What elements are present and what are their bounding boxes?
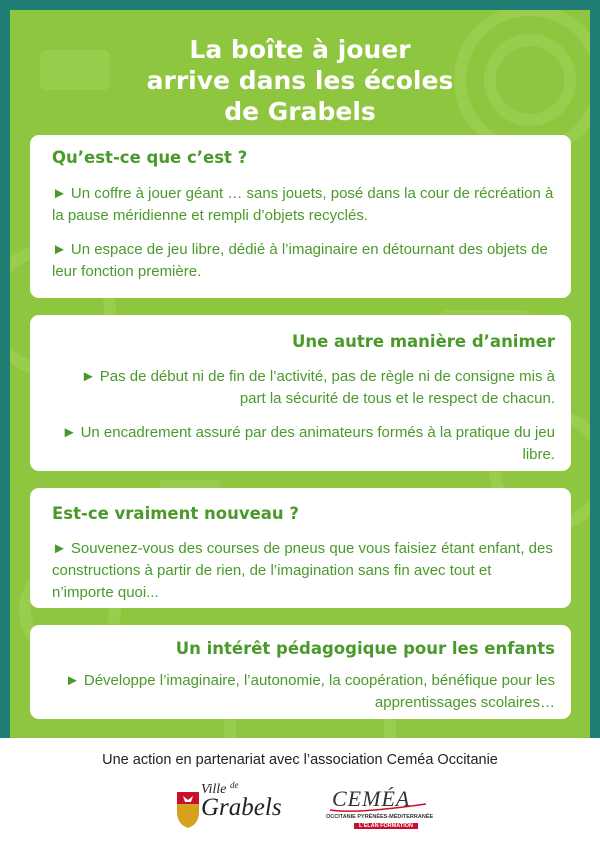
bullet-arrow-icon: ► [52, 540, 67, 557]
paragraph-text: Un espace de jeu libre, dédié à l’imaginaire en détournant des objets de leur fonction première. [52, 241, 548, 280]
section-paragraph [52, 538, 555, 604]
grabels-ville-text: Ville [201, 782, 227, 797]
partner-text: Une action en partenariat avec l’association Ceméa Occitanie [102, 752, 498, 768]
title-line: arrive dans les écoles [146, 66, 454, 95]
section-heading: Un intérêt pédagogique pour les enfants [175, 639, 555, 658]
paragraph-text: Développe l’imaginaire, l’autonomie, la coopération, bénéfique pour les apprentissages scolaires… [83, 672, 555, 711]
section-paragraph [52, 670, 555, 714]
bullet-arrow-icon: ► [80, 368, 96, 385]
paragraph-text: Souvenez-vous des courses de pneus que vous faisiez étant enfant, des constructions à partir de rien, de l’imagination sans fin avec tout et n’importe quoi... [52, 540, 553, 601]
section-paragraph [52, 366, 555, 410]
footer [0, 738, 600, 851]
poster [10, 10, 590, 738]
bullet-arrow-icon: ► [52, 185, 67, 202]
cemea-subtitle-text: OCCITANIE PYRÉNÉES-MÉDITERRANÉE [326, 814, 434, 820]
cemea-tagline-text: L’ÉLAN FORMATION [354, 823, 418, 829]
page-title [10, 34, 590, 127]
title-line: de Grabels [224, 97, 376, 126]
section-card-is-it-new [30, 488, 571, 608]
section-paragraph [52, 239, 555, 283]
title-line: La boîte à jouer [189, 35, 411, 64]
grabels-logo [175, 780, 300, 838]
paragraph-text: Un encadrement assuré par des animateurs formés à la pratique du jeu libre. [80, 424, 555, 463]
section-heading: Une autre manière d’animer [291, 332, 555, 351]
bullet-arrow-icon: ► [52, 241, 67, 258]
section-heading: Qu’est-ce que c’est ? [52, 148, 248, 167]
section-card-another-way [30, 315, 571, 471]
section-paragraph [52, 422, 555, 466]
section-card-educational-interest [30, 625, 571, 719]
grabels-crest-icon [175, 790, 201, 830]
section-card-what-is-it [30, 135, 571, 298]
bullet-arrow-icon: ► [65, 672, 80, 689]
cemea-logo [326, 784, 434, 834]
grabels-de-text: de [230, 780, 239, 790]
grabels-name-text: Grabels [201, 794, 282, 821]
section-heading: Est-ce vraiment nouveau ? [52, 504, 299, 523]
bullet-arrow-icon: ► [61, 424, 77, 441]
cemea-name-text: CEMÉA [332, 786, 411, 811]
section-paragraph [52, 183, 555, 227]
paragraph-text: Pas de début ni de fin de l’activité, pas de règle ni de consigne mis à part la sécurité de tous et le respect de chacun. [99, 368, 555, 407]
paragraph-text: Un coffre à jouer géant … sans jouets, posé dans la cour de récréation à la pause méridienne et rempli d’objets recyclés. [52, 185, 554, 224]
